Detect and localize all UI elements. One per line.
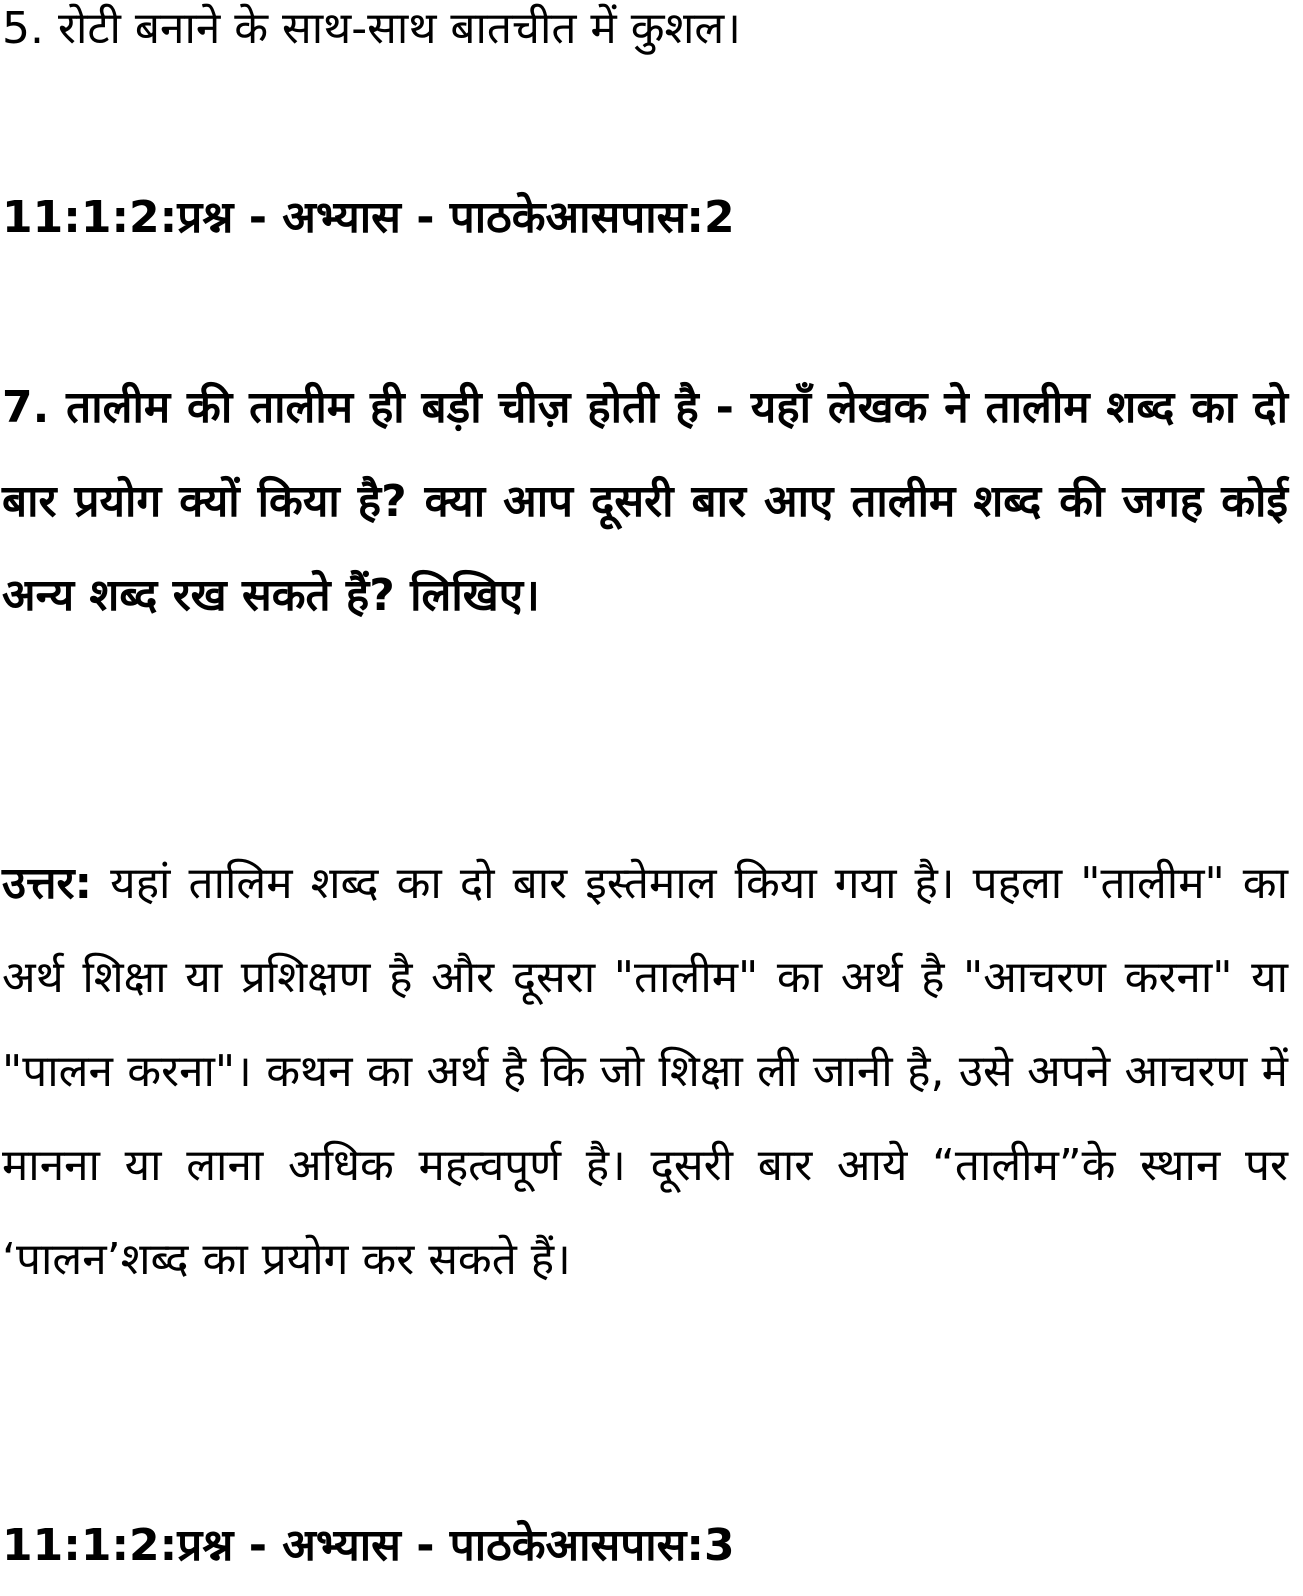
section-heading-next: 11:1:2:प्रश्न - अभ्यास - पाठकेआसपास:3 bbox=[2, 1520, 735, 1571]
answer-text: यहां तालिम शब्द का दो बार इस्तेमाल किया गया है। पहला "तालीम" का अर्थ शिक्षा या प्रशिक्षण है और दूसरा "तालीम" का अर्थ है "आचरण करना" या "पालन करना"। कथन का अर्थ है कि जो शिक्षा ली जानी है, उसे अपने आचरण में मानना या लाना अधिक महत्वपूर्ण है। दूसरी बार आये “तालीम”के स्थान पर ‘पालन’शब्द का प्रयोग कर सकते हैं। bbox=[2, 858, 1288, 1285]
answer-label: उत्तर: bbox=[2, 858, 93, 909]
question-text: 7. तालीम की तालीम ही बड़ी चीज़ होती है - यहाँ लेखक ने तालीम शब्द का दो बार प्रयोग क्यों किया है? क्या आप दूसरी बार आए तालीम शब्द की जगह कोई अन्य शब्द रख सकते हैं? लिखिए। bbox=[2, 382, 1288, 621]
previous-answer-line: 5. रोटी बनाने के साथ-साथ बातचीत में कुशल। bbox=[2, 3, 741, 54]
section-heading: 11:1:2:प्रश्न - अभ्यास - पाठकेआसपास:2 bbox=[2, 192, 735, 243]
answer-paragraph bbox=[2, 837, 1288, 1307]
